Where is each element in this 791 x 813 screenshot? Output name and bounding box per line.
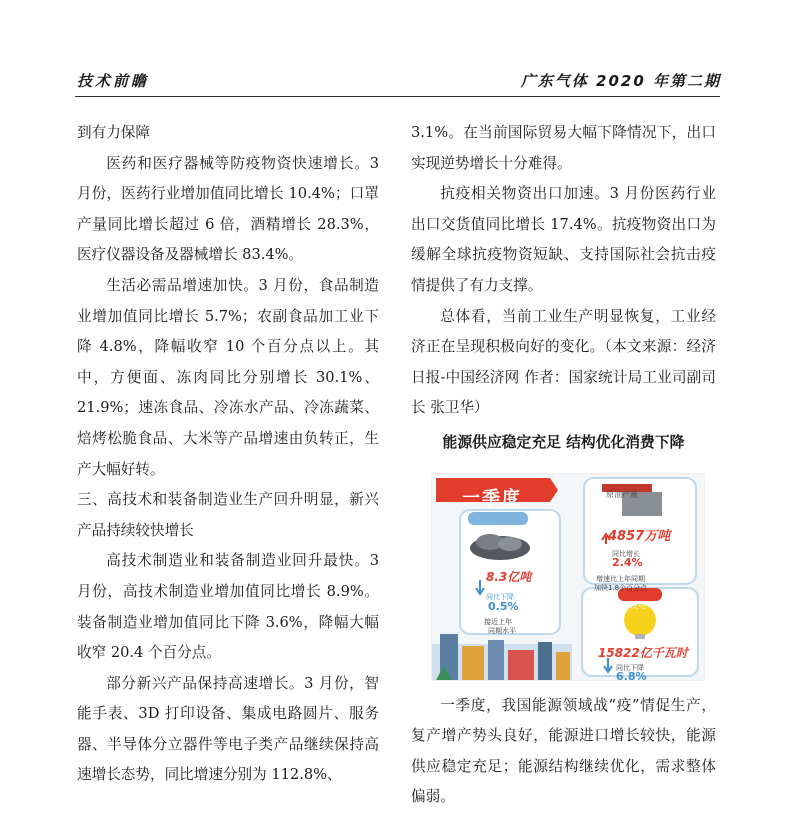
paragraph: 生活必需品增速加快。3 月份，食品制造业增加值同比增长 5.7%；农副食品加工业下降 4.8%，降幅收窄 10 个百分点以上。其中，方便面、冻肉同比分别增长 30.1%、21.9%；速冻食品、冷冻水产品、冷冻蔬菜、焙烤松脆食品、大米等产品增速由负转正，生产大幅好转。 [77, 276, 379, 478]
oil-note: 加快1.8个百分点 [594, 583, 648, 592]
coal-label: 原煤产量 [474, 525, 511, 536]
left-column [77, 118, 379, 791]
running-header-section: 技术前瞻 [77, 72, 150, 90]
oil-label: 原油产量 [606, 489, 638, 499]
paragraph: 部分新兴产品保持高速增长。3 月份，智能手表、3D 打印设备、集成电路圆片、服务器、半导体分立器件等电子类产品继续保持高速增长态势，同比增速分别为 112.8%、 [77, 674, 379, 784]
article-subheading: 能源供应稳定充足 结构优化消费下降 [442, 433, 685, 451]
header-rule [75, 96, 720, 97]
power-label: 发电 [630, 600, 646, 610]
oil-change-pct: 2.4% [612, 555, 643, 569]
power-change-label: 同比下降 [616, 663, 644, 672]
oil-note: 增速比上年同期 [596, 574, 645, 583]
oil-change-label: 同比增长 [612, 549, 640, 558]
coal-value: 8.3亿吨 [486, 569, 532, 584]
oil-value: 4857万吨 [608, 528, 671, 544]
energy-infographic [431, 473, 705, 681]
section-heading: 三、高技术和装备制造业生产回升明显，新兴产品持续较快增长 [77, 491, 379, 539]
paragraph: 到有力保障 [77, 124, 150, 141]
paragraph: 抗疫相关物资出口加速。3 月份医药行业出口交货值同比增长 17.4%。抗疫物资出口为缓解全球抗疫物资短缺、支持国际社会抗击疫情提供了有力支撑。 [411, 185, 716, 294]
coal-note: 接近上年 [484, 617, 512, 626]
paragraph: 医药和医疗器械等防疫物资快速增长。3 月份，医药行业增加值同比增长 10.4%；口罩产量同比增长超过 6 倍，酒精增长 28.3%，医疗仪器设备及器械增长 83.4%。 [77, 154, 379, 264]
right-column [411, 118, 716, 813]
paragraph: 3.1%。在当前国际贸易大幅下降情况下，出口实现逆势增长十分难得。 [411, 124, 716, 172]
paragraph: 总体看，当前工业生产明显恢复，工业经济正在呈现积极向好的变化。（本文来源：经济日报-中国经济网 作者：国家统计局工业司副司长 张卫华） [411, 307, 716, 417]
coal-change-label: 同比下降 [486, 592, 514, 601]
paragraph: 一季度，我国能源领域战“疫”情促生产，复产增产势头良好，能源进口增长较快，能源供应稳定充足；能源结构继续优化，需求整体偏弱。 [411, 696, 716, 806]
coal-change-pct: 0.5% [488, 599, 519, 613]
coal-note: 同期水平 [488, 626, 516, 635]
paragraph: 高技术制造业和装备制造业回升最快。3 月份，高技术制造业增加值同比增长 8.9%。装备制造业增加值同比下降 3.6%，降幅大幅收窄 20.4 个百分点。 [77, 552, 379, 662]
power-change-pct: 6.8% [616, 669, 647, 681]
power-value: 15822亿千瓦时 [598, 645, 688, 660]
running-header-journal: 广东气体 2020 年第二期 [520, 72, 721, 90]
season-title: 一季度 [462, 487, 522, 509]
